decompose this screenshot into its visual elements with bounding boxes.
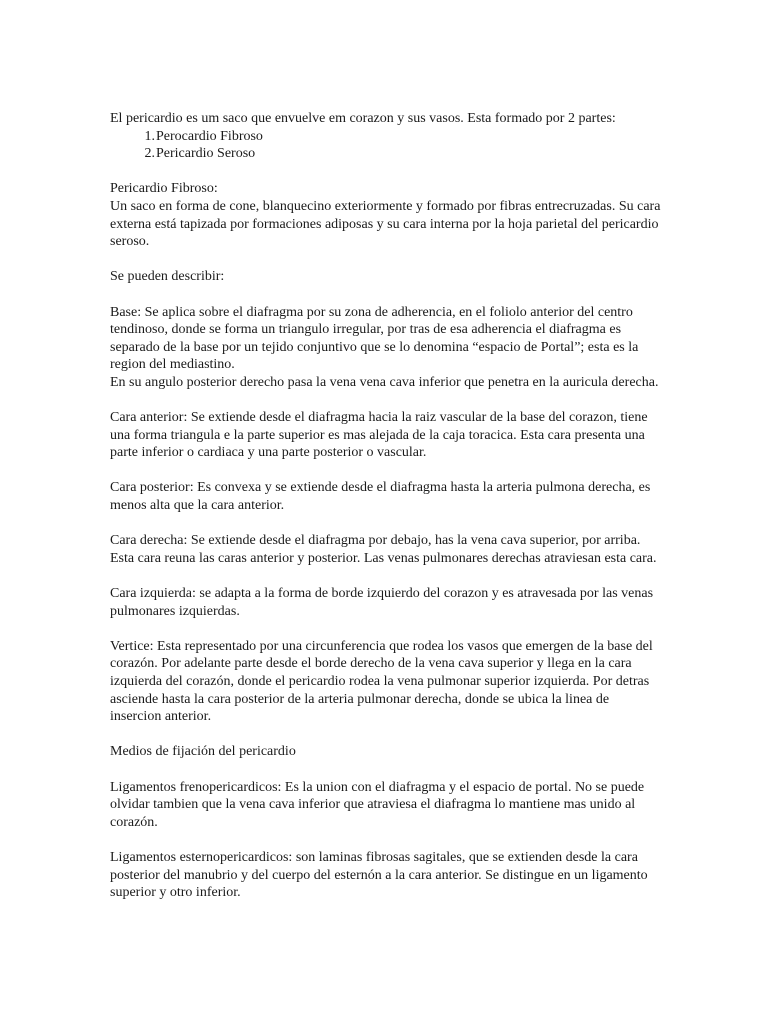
base-paragraph: Base: Se aplica sobre el diafragma por su zona de adherencia, en el foliolo anterior del centro tendinoso, donde se forma un triangulo irregular, por tras de esa adherencia el diafragma es separado de la base por un tejido conjuntivo que se lo denomina “espacio de Portal”; esta es la region del mediastino.: [110, 304, 639, 373]
cara-posterior-paragraph: Cara posterior: Es convexa y se extiende desde el diafragma hasta la arteria pulmona derecha, es menos alta que la cara anterior.: [110, 480, 651, 514]
list-label: Perocardio Fibroso: [156, 128, 263, 144]
list-number: 1.: [144, 128, 155, 144]
describir-paragraph: Se pueden describir:: [110, 269, 225, 285]
cara-anterior-paragraph: Cara anterior: Se extiende desde el diafragma hacia la raiz vascular de la base del corazon, tiene una forma triangula e la parte superior es mas alejada de la caja toracica. Esta cara presenta una parte inferior o cardiaca y una parte posterior o vascular.: [110, 410, 648, 461]
medios-heading: Medios de fijación del pericardio: [110, 744, 296, 760]
ligamentos-esterno-paragraph: Ligamentos esternopericardicos: son laminas fibrosas sagitales, que se extienden desde la cara posterior del manubrio y del cuerpo del esternón a la cara anterior. Se distingue en un ligamento superior y otro inferior.: [110, 849, 648, 901]
ligamentos-freno-paragraph: Ligamentos frenopericardicos: Es la union con el diafragma y el espacio de portal. No se puede olvidar tambien que la vena cava inferior que atraviesa el diafragma lo mantiene mas unido al corazón.: [110, 779, 645, 830]
cara-derecha-paragraph: Cara derecha: Se extiende desde el diafragma por debajo, has la vena cava superior, por arriba. Esta cara reuna las caras anterior y posterior. Las venas pulmonares derechas atraviesan esta cara.: [110, 533, 657, 566]
fibroso-heading: Pericardio Fibroso:: [110, 181, 218, 197]
intro-paragraph: El pericardio es um saco que envuelve em corazon y sus vasos. Esta formado por 2 partes:: [110, 111, 616, 126]
document-page: [110, 110, 662, 919]
fibroso-paragraph: Un saco en forma de cone, blanquecino exteriormente y formado por fibras entrecruzadas. Su cara externa está tapizada por formaciones adiposas y su cara interna por la hoja parietal del pericardio seroso.: [110, 198, 661, 250]
list-number: 2.: [144, 146, 155, 162]
vertice-paragraph: Vertice: Esta representado por una circunferencia que rodea los vasos que emergen de la base del corazón. Por adelante parte desde el borde derecho de la vena cava superior y llega en la cara izquierda del corazón, donde el pericardio rodea la vena pulmonar superior izquierda. Por detras asciende hasta la cara posterior de la arteria pulmonar derecha, donde se ubica la linea de insercion anterior.: [110, 638, 653, 725]
list-label: Pericardio Seroso: [156, 146, 256, 162]
list-item: [110, 145, 662, 163]
cara-izquierda-paragraph: Cara izquierda: se adapta a la forma de borde izquierdo del corazon y es atravesada por las venas pulmonares izquierdas.: [110, 586, 654, 619]
list-item: [110, 128, 662, 146]
parts-list: [110, 128, 662, 163]
base-paragraph-continued: En su angulo posterior derecho pasa la vena vena cava inferior que penetra en la auricula derecha.: [110, 374, 659, 390]
